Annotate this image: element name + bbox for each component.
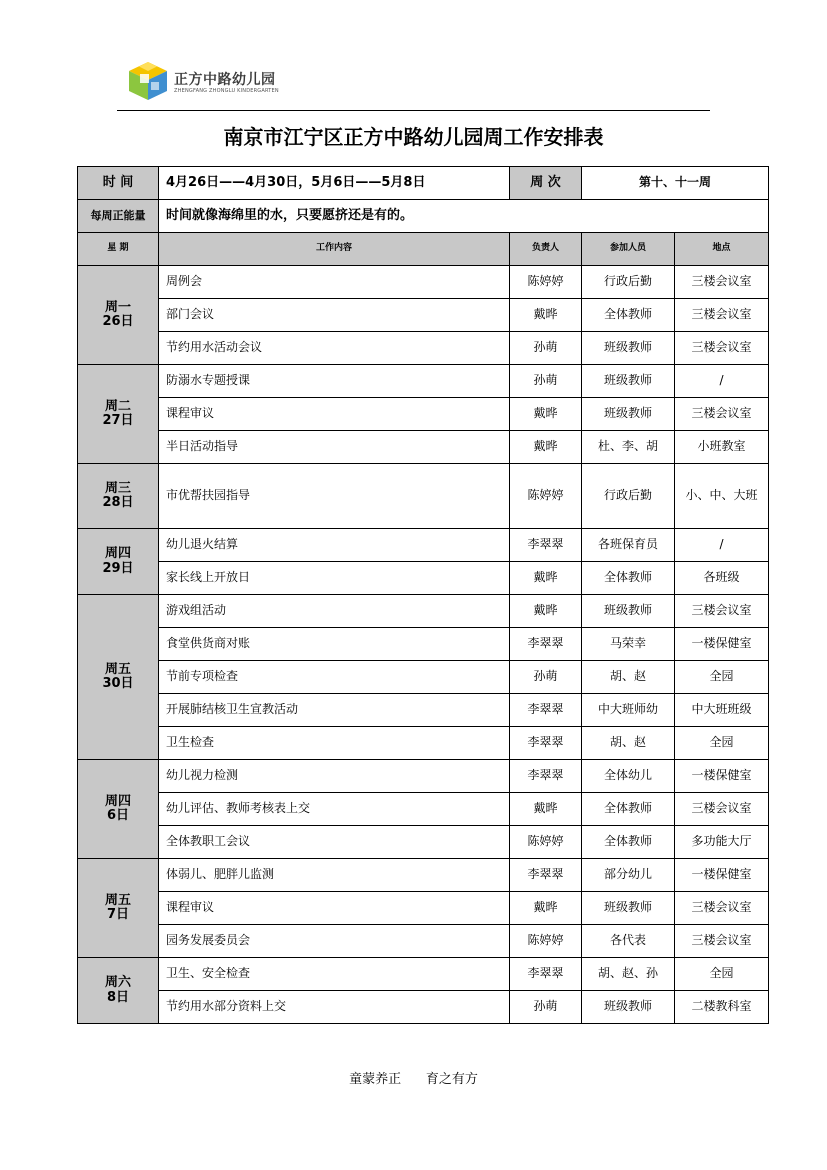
col-participants: 参加人员 xyxy=(582,233,675,266)
task-content: 幼儿视力检测 xyxy=(159,760,510,793)
weekday-label: 周五 xyxy=(104,892,131,908)
location-cell: 一楼保健室 xyxy=(675,628,769,661)
owner-cell: 戴晔 xyxy=(510,892,582,925)
owner-cell: 孙萌 xyxy=(510,365,582,398)
table-row xyxy=(78,595,769,628)
owner-cell: 孙萌 xyxy=(510,991,582,1024)
week-value: 第十、十一周 xyxy=(582,167,769,200)
weekday-cell xyxy=(78,529,159,595)
participants-cell: 班级教师 xyxy=(582,595,675,628)
location-cell: 中大班班级 xyxy=(675,694,769,727)
participants-cell: 胡、赵 xyxy=(582,661,675,694)
table-row xyxy=(78,793,769,826)
location-cell: 全园 xyxy=(675,958,769,991)
energy-value: 时间就像海绵里的水，只要愿挤还是有的。 xyxy=(159,200,769,233)
weekday-cell xyxy=(78,958,159,1024)
participants-cell: 行政后勤 xyxy=(582,464,675,529)
table-row xyxy=(78,760,769,793)
owner-cell: 陈婷婷 xyxy=(510,266,582,299)
location-cell: 三楼会议室 xyxy=(675,892,769,925)
time-label: 时 间 xyxy=(78,167,159,200)
owner-cell: 戴晔 xyxy=(510,793,582,826)
table-row xyxy=(78,398,769,431)
location-cell: 小班教室 xyxy=(675,431,769,464)
task-content: 家长线上开放日 xyxy=(159,562,510,595)
date-label: 26日 xyxy=(102,314,134,329)
table-row xyxy=(78,694,769,727)
participants-cell: 杜、李、胡 xyxy=(582,431,675,464)
owner-cell: 李翠翠 xyxy=(510,694,582,727)
time-value: 4月26日——4月30日，5月6日——5月8日 xyxy=(159,167,510,200)
participants-cell: 班级教师 xyxy=(582,332,675,365)
week-label: 周 次 xyxy=(510,167,582,200)
location-cell: 三楼会议室 xyxy=(675,398,769,431)
owner-cell: 陈婷婷 xyxy=(510,925,582,958)
weekday-cell xyxy=(78,859,159,958)
date-label: 27日 xyxy=(102,413,134,428)
participants-cell: 班级教师 xyxy=(582,365,675,398)
table-row xyxy=(78,727,769,760)
table-row xyxy=(78,628,769,661)
weekday-label: 周三 xyxy=(104,480,131,496)
participants-cell: 行政后勤 xyxy=(582,266,675,299)
location-cell: / xyxy=(675,529,769,562)
location-cell: 一楼保健室 xyxy=(675,760,769,793)
task-content: 幼儿退火结算 xyxy=(159,529,510,562)
task-content: 游戏组活动 xyxy=(159,595,510,628)
logo-subtitle: ZHENGFANG ZHONGLU KINDERGARTEN xyxy=(174,88,279,94)
task-content: 课程审议 xyxy=(159,398,510,431)
column-header-row xyxy=(78,233,769,266)
owner-cell: 陈婷婷 xyxy=(510,826,582,859)
location-cell: 三楼会议室 xyxy=(675,925,769,958)
table-row xyxy=(78,925,769,958)
task-content: 全体教职工会议 xyxy=(159,826,510,859)
location-cell: 三楼会议室 xyxy=(675,332,769,365)
date-label: 29日 xyxy=(102,560,134,576)
task-content: 市优帮扶园指导 xyxy=(159,464,510,529)
table-row xyxy=(78,892,769,925)
participants-cell: 胡、赵 xyxy=(582,727,675,760)
task-content: 幼儿评估、教师考核表上交 xyxy=(159,793,510,826)
table-row xyxy=(78,431,769,464)
task-content: 食堂供货商对账 xyxy=(159,628,510,661)
location-cell: 各班级 xyxy=(675,562,769,595)
page-title: 南京市江宁区正方中路幼儿园周工作安排表 xyxy=(223,125,604,149)
task-content: 防溺水专题授课 xyxy=(159,365,510,398)
weekday-label: 周二 xyxy=(104,398,131,414)
owner-cell: 李翠翠 xyxy=(510,628,582,661)
weekday-cell xyxy=(78,365,159,464)
energy-row xyxy=(78,200,769,233)
table-row xyxy=(78,332,769,365)
schedule-table xyxy=(77,166,769,1024)
task-content: 节前专项检查 xyxy=(159,661,510,694)
date-label: 28日 xyxy=(102,495,134,510)
task-content: 体弱儿、肥胖儿监测 xyxy=(159,859,510,892)
location-cell: 三楼会议室 xyxy=(675,793,769,826)
location-cell: 多功能大厅 xyxy=(675,826,769,859)
table-row xyxy=(78,529,769,562)
task-content: 卫生、安全检查 xyxy=(159,958,510,991)
participants-cell: 全体教师 xyxy=(582,826,675,859)
weekday-label: 周六 xyxy=(104,975,131,991)
owner-cell: 戴晔 xyxy=(510,595,582,628)
weekday-cell xyxy=(78,464,159,529)
owner-cell: 戴晔 xyxy=(510,299,582,332)
energy-label: 每周正能量 xyxy=(78,200,159,233)
weekday-cell xyxy=(78,595,159,760)
task-content: 开展肺结核卫生宣教活动 xyxy=(159,694,510,727)
owner-cell: 孙萌 xyxy=(510,661,582,694)
owner-cell: 李翠翠 xyxy=(510,727,582,760)
table-row xyxy=(78,266,769,299)
task-content: 节约用水活动会议 xyxy=(159,332,510,365)
weekday-cell xyxy=(78,266,159,365)
col-owner: 负责人 xyxy=(510,233,582,266)
participants-cell: 班级教师 xyxy=(582,398,675,431)
participants-cell: 中大班师幼 xyxy=(582,694,675,727)
participants-cell: 全体教师 xyxy=(582,299,675,332)
location-cell: 全园 xyxy=(675,727,769,760)
date-label: 7日 xyxy=(106,907,130,922)
owner-cell: 陈婷婷 xyxy=(510,464,582,529)
weekday-label: 周一 xyxy=(104,299,131,315)
location-cell: 二楼教科室 xyxy=(675,991,769,1024)
participants-cell: 各班保育员 xyxy=(582,529,675,562)
date-label: 6日 xyxy=(106,808,130,823)
participants-cell: 各代表 xyxy=(582,925,675,958)
participants-cell: 马荣幸 xyxy=(582,628,675,661)
task-content: 节约用水部分资料上交 xyxy=(159,991,510,1024)
col-location: 地点 xyxy=(675,233,769,266)
header-rule xyxy=(117,110,710,111)
time-row xyxy=(78,167,769,200)
task-content: 卫生检查 xyxy=(159,727,510,760)
owner-cell: 戴晔 xyxy=(510,562,582,595)
date-label: 30日 xyxy=(102,676,134,691)
task-content: 课程审议 xyxy=(159,892,510,925)
location-cell: 三楼会议室 xyxy=(675,266,769,299)
location-cell: 一楼保健室 xyxy=(675,859,769,892)
task-content: 半日活动指导 xyxy=(159,431,510,464)
weekday-label: 周四 xyxy=(104,793,131,809)
table-row xyxy=(78,958,769,991)
table-row xyxy=(78,991,769,1024)
table-row xyxy=(78,661,769,694)
weekday-label: 周五 xyxy=(104,661,131,677)
participants-cell: 胡、赵、孙 xyxy=(582,958,675,991)
participants-cell: 全体幼儿 xyxy=(582,760,675,793)
col-weekday: 星 期 xyxy=(78,233,159,266)
owner-cell: 李翠翠 xyxy=(510,958,582,991)
owner-cell: 李翠翠 xyxy=(510,760,582,793)
owner-cell: 李翠翠 xyxy=(510,859,582,892)
footer-motto: 童蒙养正 育之有方 xyxy=(349,1072,478,1087)
owner-cell: 戴晔 xyxy=(510,398,582,431)
logo-name: 正方中路幼儿园 xyxy=(174,72,276,88)
owner-cell: 孙萌 xyxy=(510,332,582,365)
participants-cell: 全体教师 xyxy=(582,793,675,826)
task-content: 周例会 xyxy=(159,266,510,299)
table-row xyxy=(78,859,769,892)
task-content: 部门会议 xyxy=(159,299,510,332)
participants-cell: 班级教师 xyxy=(582,991,675,1024)
table-row xyxy=(78,826,769,859)
cube-logo-icon xyxy=(125,60,171,102)
participants-cell: 班级教师 xyxy=(582,892,675,925)
weekday-label: 周四 xyxy=(104,546,131,562)
task-content: 园务发展委员会 xyxy=(159,925,510,958)
weekday-cell xyxy=(78,760,159,859)
location-cell: 全园 xyxy=(675,661,769,694)
location-cell: / xyxy=(675,365,769,398)
location-cell: 三楼会议室 xyxy=(675,595,769,628)
table-row xyxy=(78,299,769,332)
location-cell: 三楼会议室 xyxy=(675,299,769,332)
col-content: 工作内容 xyxy=(159,233,510,266)
owner-cell: 戴晔 xyxy=(510,431,582,464)
kindergarten-logo xyxy=(125,60,325,102)
table-row xyxy=(78,562,769,595)
location-cell: 小、中、大班 xyxy=(675,464,769,529)
table-row xyxy=(78,365,769,398)
owner-cell: 李翠翠 xyxy=(510,529,582,562)
date-label: 8日 xyxy=(106,989,130,1005)
participants-cell: 部分幼儿 xyxy=(582,859,675,892)
table-row xyxy=(78,464,769,529)
participants-cell: 全体教师 xyxy=(582,562,675,595)
